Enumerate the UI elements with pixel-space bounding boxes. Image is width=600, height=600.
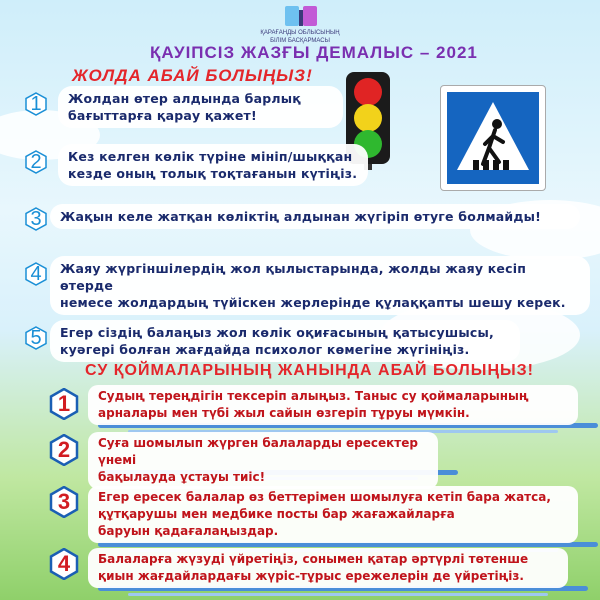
org-name-line1: ҚАРАҒАНДЫ ОБЛЫСЫНЫҢ <box>260 30 340 36</box>
water-rule-text-3: Егер ересек балалар өз беттерімен шомылуға кетіп бара жатса, құтқарушы мен медбике посты бар жағажайларға баруын қадағалаңыздар. <box>88 486 578 543</box>
water-rule-text-4: Балаларға жүзуді үйретіңіз, сонымен қатар әртүрлі төтенше қиын жағдайлардағы жүріс-тұрыс ережелерін де үйретіңіз. <box>88 548 568 588</box>
road-rule-text-5: Егер сіздің балаңыз жол көлік оқиғасының қатысушысы, куәгері болған жағдайда психолог көмегіне жүгініңіз. <box>50 320 520 362</box>
road-rule-number-3: 3 <box>25 207 47 231</box>
water-rule-number-4: 4 <box>48 548 80 580</box>
decor-stripe <box>128 593 548 596</box>
logo-icon <box>281 4 321 30</box>
road-rule-text-1: Жолдан өтер алдында барлық бағыттарға қарау қажет! <box>58 86 343 128</box>
water-rule-number-1: 1 <box>48 388 80 420</box>
water-heading: СУ ҚОЙМАЛАРЫНЫҢ ЖАНЫНДА АБАЙ БОЛЫҢЫЗ! <box>85 362 535 379</box>
pedestrian-crossing-sign-icon <box>440 85 546 191</box>
yellow-lamp <box>354 104 382 132</box>
road-rule-text-3: Жақын келе жатқан көліктің алдынан жүгіріп өтуге болмайды! <box>50 204 580 229</box>
org-name-line2: БІЛІМ БАСҚАРМАСЫ <box>270 38 330 44</box>
road-rule-number-4: 4 <box>25 262 47 286</box>
road-rule-text-2: Кез келген көлік түріне мініп/шыққан кезде оның толық тоқтағанын күтіңіз. <box>58 144 368 186</box>
page-title: ҚАУІПСІЗ ЖАЗҒЫ ДЕМАЛЫС – 2021 <box>150 43 478 62</box>
water-rule-number-3: 3 <box>48 486 80 518</box>
road-rule-number-2: 2 <box>25 150 47 174</box>
road-rule-number-5: 5 <box>25 326 47 350</box>
water-rule-text-2: Суға шомылып жүрген балаларды ересектер үнемі бақылауда ұстауы тиіс! <box>88 432 438 489</box>
road-heading: ЖОЛДА АБАЙ БОЛЫҢЫЗ! <box>72 66 313 85</box>
road-rule-text-4: Жаяу жүргіншілердің жол қылыстарында, жолды жаяу кесіп өтерде немесе жолдардың түйіскен жерлерінде құлаққапты шешу керек. <box>50 256 590 315</box>
road-rule-number-1: 1 <box>25 92 47 116</box>
water-rule-text-1: Судың тереңдігін тексеріп алыңыз. Таныс су қоймаларының арналары мен түбі жыл сайын өзгеріп тұруы мүмкін. <box>88 385 578 425</box>
water-rule-number-2: 2 <box>48 434 80 466</box>
red-lamp <box>354 78 382 106</box>
